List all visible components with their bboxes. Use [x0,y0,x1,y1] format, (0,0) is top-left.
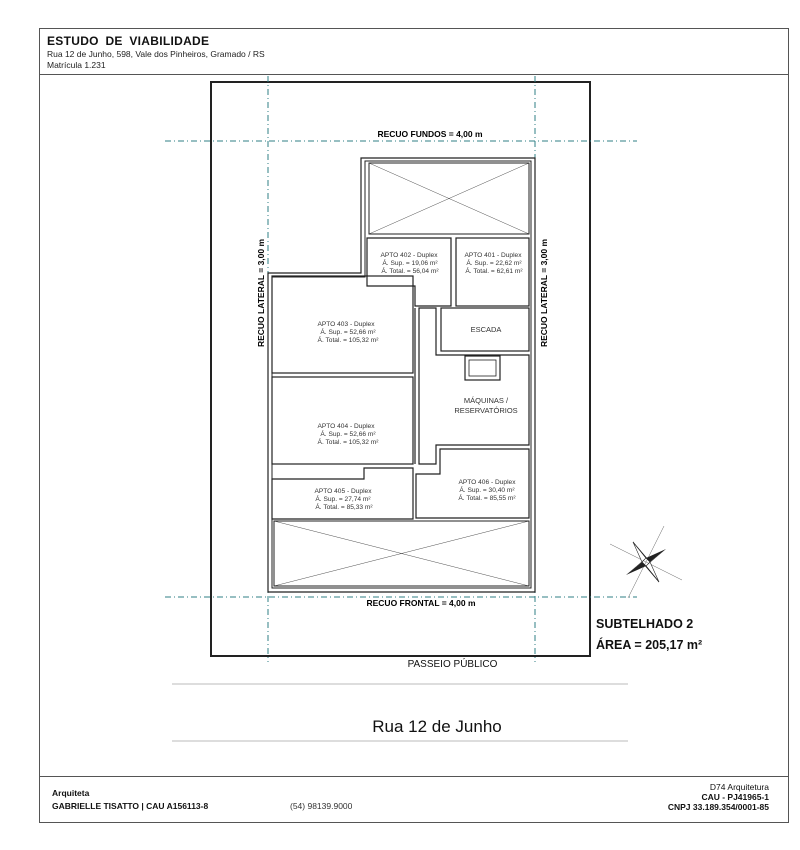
project-title: ESTUDO DE VIABILIDADE [47,34,210,48]
footer-divider [39,776,789,777]
firm-cau: CAU - PJ41965-1 [701,792,769,802]
apto-404-outline [272,377,413,464]
project-address: Rua 12 de Junho, 598, Vale dos Pinheiros, Gramado / RS [47,49,265,59]
north-arrow-icon [610,526,682,598]
front-open-area [274,521,529,586]
rear-setback-label: RECUO FUNDOS = 4,00 m [377,129,483,139]
shaft-inner [469,360,496,376]
phone-number: (54) 98139.9000 [290,801,353,811]
apto-402-sup: Á. Sup. = 19,06 m² [382,260,438,267]
apto-406-total: Á. Total. = 85,55 m² [458,495,516,502]
architect-name: GABRIELLE TISATTO | CAU A156113-8 [52,801,209,811]
outer-wall [268,158,535,592]
apto-405-name: APTO 405 - Duplex [314,488,372,495]
right-setback-label: RECUO LATERAL = 3,00 m [539,238,549,348]
apto-401-total: Á. Total. = 62,61 m² [465,268,523,275]
apto-402-total: Á. Total. = 56,04 m² [381,268,439,275]
stair-label: ESCADA [470,325,502,334]
unit-outlines [272,238,529,519]
machines-label-line2: RESERVATÓRIOS [454,406,518,415]
apto-403-sup: Á. Sup. = 52,66 m² [320,329,376,336]
street-name: Rua 12 de Junho [372,717,502,736]
registration-number: Matrícula 1.231 [47,60,106,70]
apto-401-sup: Á. Sup. = 22,62 m² [466,260,522,267]
building-outline [268,158,535,592]
apto-404-name: APTO 404 - Duplex [317,423,375,430]
apto-402-name: APTO 402 - Duplex [380,252,438,259]
front-setback-label: RECUO FRONTAL = 4,00 m [366,598,476,608]
apto-403-total: Á. Total. = 105,32 m² [317,337,379,344]
architect-role: Arquiteta [52,788,90,798]
apto-406-name: APTO 406 - Duplex [458,479,516,486]
firm-cnpj: CNPJ 33.189.354/0001-85 [667,802,769,812]
rear-open-area [369,163,529,234]
firm-name: D74 Arquitetura [709,782,769,792]
level-area: ÁREA = 205,17 m² [596,638,703,652]
apto-405-sup: Á. Sup. = 27,74 m² [315,496,371,503]
apto-405-total: Á. Total. = 85,33 m² [315,504,373,511]
apto-401-name: APTO 401 - Duplex [464,252,522,259]
apto-404-total: Á. Total. = 105,32 m² [317,439,379,446]
apto-403-name: APTO 403 - Duplex [317,321,375,328]
inner-wall [272,161,531,588]
apto-406-sup: Á. Sup. = 30,40 m² [459,487,515,494]
machines-label-line1: MÁQUINAS / [463,396,509,405]
apto-404-sup: Á. Sup. = 52,66 m² [320,431,376,438]
level-title: SUBTELHADO 2 [596,617,694,631]
sidewalk-label: PASSEIO PÚBLICO [407,659,498,670]
left-setback-label: RECUO LATERAL = 3,00 m [256,238,266,348]
setback-lines [165,76,637,662]
